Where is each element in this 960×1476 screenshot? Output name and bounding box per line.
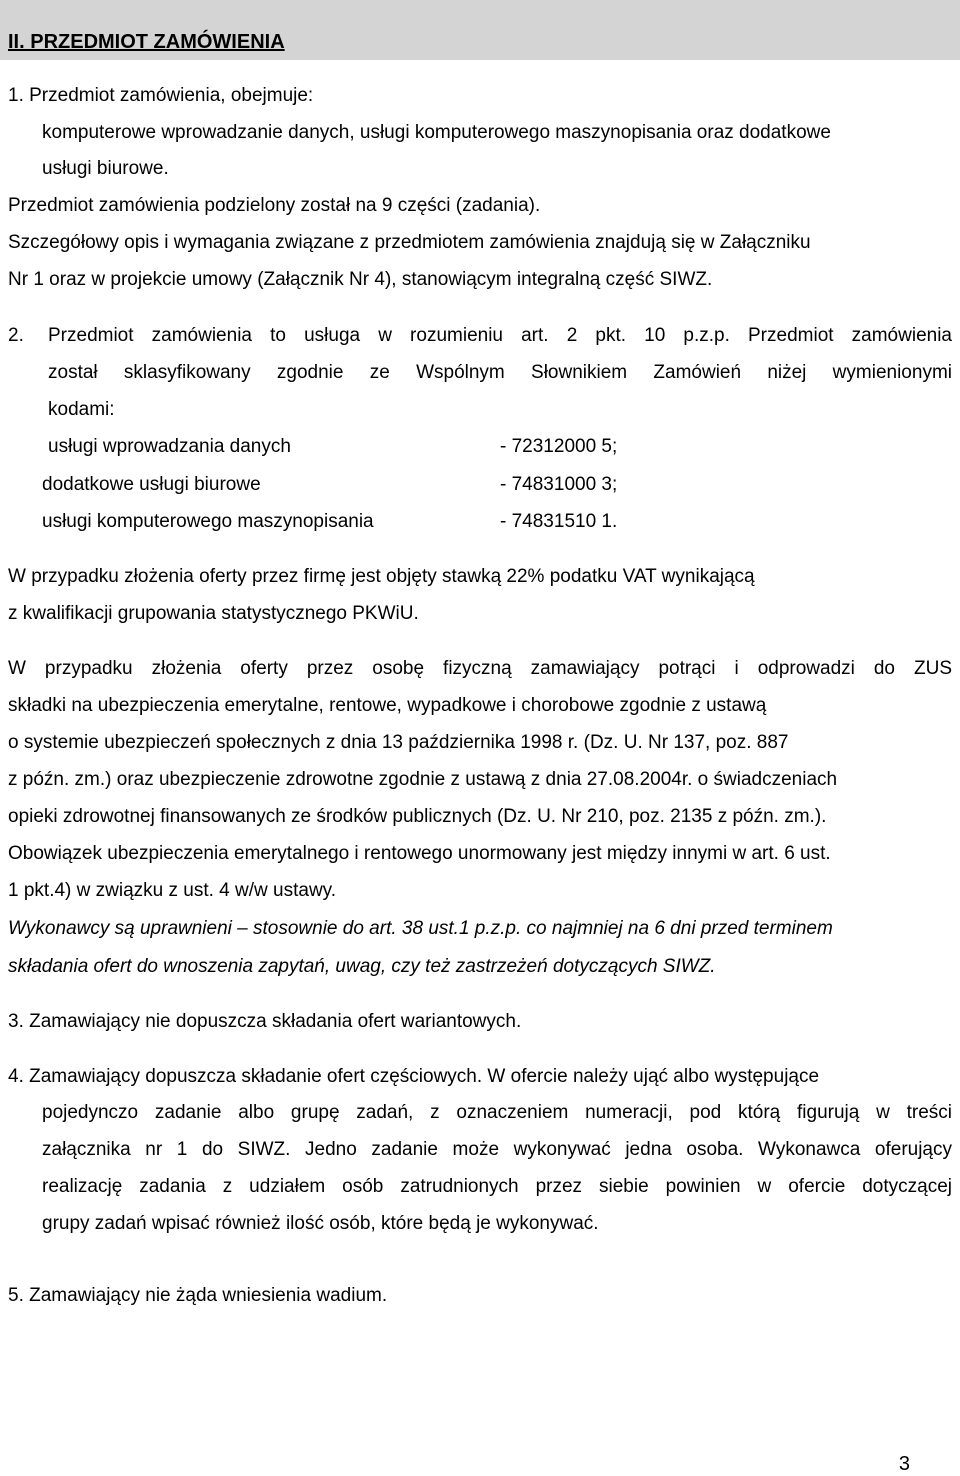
zus-paragraph-line: o systemie ubezpieczeń społecznych z dnia 13 października 1998 r. (Dz. U. Nr 137, poz. 887: [8, 732, 789, 753]
inquiry-paragraph-line: Wykonawcy są uprawnieni – stosownie do art. 38 ust.1 p.z.p. co najmniej na 6 dni przed terminem: [8, 918, 833, 939]
code-value: - 74831000 3;: [500, 474, 618, 495]
vat-paragraph-line: W przypadku złożenia oferty przez firmę jest objęty stawką 22% podatku VAT wynikającą: [8, 566, 755, 587]
zus-paragraph-line: W przypadku złożenia oferty przez osobę fizyczną zamawiający potrąci i odprowadzi do ZUS: [8, 658, 952, 679]
item-1-line: Nr 1 oraz w projekcie umowy (Załącznik Nr 4), stanowiącym integralną część SIWZ.: [8, 269, 713, 290]
item-1-line: komputerowe wprowadzanie danych, usługi komputerowego maszynopisania oraz dodatkowe: [42, 122, 831, 143]
inquiry-paragraph-line: składania ofert do wnoszenia zapytań, uwag, czy też zastrzeżeń dotyczących SIWZ.: [8, 956, 716, 977]
code-service: dodatkowe usługi biurowe: [42, 474, 261, 495]
item-4-line: załącznika nr 1 do SIWZ. Jedno zadanie może wykonywać jedna osoba. Wykonawca oferujący: [42, 1139, 952, 1160]
code-service: usługi wprowadzania danych: [48, 436, 291, 457]
page-number: 3: [898, 1453, 910, 1475]
item-2-line: został sklasyfikowany zgodnie ze Wspólnym Słownikiem Zamówień niżej wymienionymi: [48, 362, 952, 383]
section-title: II. PRZEDMIOT ZAMÓWIENIA: [8, 31, 285, 53]
item-1-line: usługi biurowe.: [42, 158, 169, 179]
item-4-line: 4. Zamawiający dopuszcza składanie ofert częściowych. W ofercie należy ująć albo występujące: [8, 1066, 820, 1087]
zus-paragraph-line: składki na ubezpieczenia emerytalne, rentowe, wypadkowe i chorobowe zgodnie z ustawą: [8, 695, 767, 716]
item-2-number: 2.: [8, 325, 24, 346]
code-value: - 74831510 1.: [500, 511, 618, 532]
item-2-line: kodami:: [48, 399, 115, 420]
zus-paragraph-line: Obowiązek ubezpieczenia emerytalnego i rentowego unormowany jest między innymi w art. 6 ust.: [8, 843, 831, 864]
code-service: usługi komputerowego maszynopisania: [42, 511, 374, 532]
item-4-line: realizację zadania z udziałem osób zatrudnionych przez siebie powinien w ofercie dotyczącej: [42, 1176, 952, 1197]
item-3: 3. Zamawiający nie dopuszcza składania ofert wariantowych.: [8, 1011, 522, 1032]
item-1-line: Szczegółowy opis i wymagania związane z przedmiotem zamówienia znajdują się w Załączniku: [8, 232, 811, 253]
item-5: 5. Zamawiający nie żąda wniesienia wadium.: [8, 1285, 388, 1306]
zus-paragraph-line: opieki zdrowotnej finansowanych ze środków publicznych (Dz. U. Nr 210, poz. 2135 z późn. zm.).: [8, 806, 827, 827]
item-1-line: Przedmiot zamówienia podzielony został na 9 części (zadania).: [8, 195, 541, 216]
item-2-line: Przedmiot zamówienia to usługa w rozumieniu art. 2 pkt. 10 p.z.p. Przedmiot zamówienia: [48, 325, 952, 346]
zus-paragraph-line: z późn. zm.) oraz ubezpieczenie zdrowotne zgodnie z ustawą z dnia 27.08.2004r. o świadczeniach: [8, 769, 838, 790]
item-1-heading: 1. Przedmiot zamówienia, obejmuje:: [8, 85, 314, 106]
code-value: - 72312000 5;: [500, 436, 618, 457]
item-4-line: grupy zadań wpisać również ilość osób, które będą je wykonywać.: [42, 1213, 599, 1234]
zus-paragraph-line: 1 pkt.4) w związku z ust. 4 w/w ustawy.: [8, 880, 337, 901]
item-4-line: pojedynczo zadanie albo grupę zadań, z oznaczeniem numeracji, pod którą figurują w treści: [42, 1102, 952, 1123]
vat-paragraph-line: z kwalifikacji grupowania statystycznego PKWiU.: [8, 603, 419, 624]
